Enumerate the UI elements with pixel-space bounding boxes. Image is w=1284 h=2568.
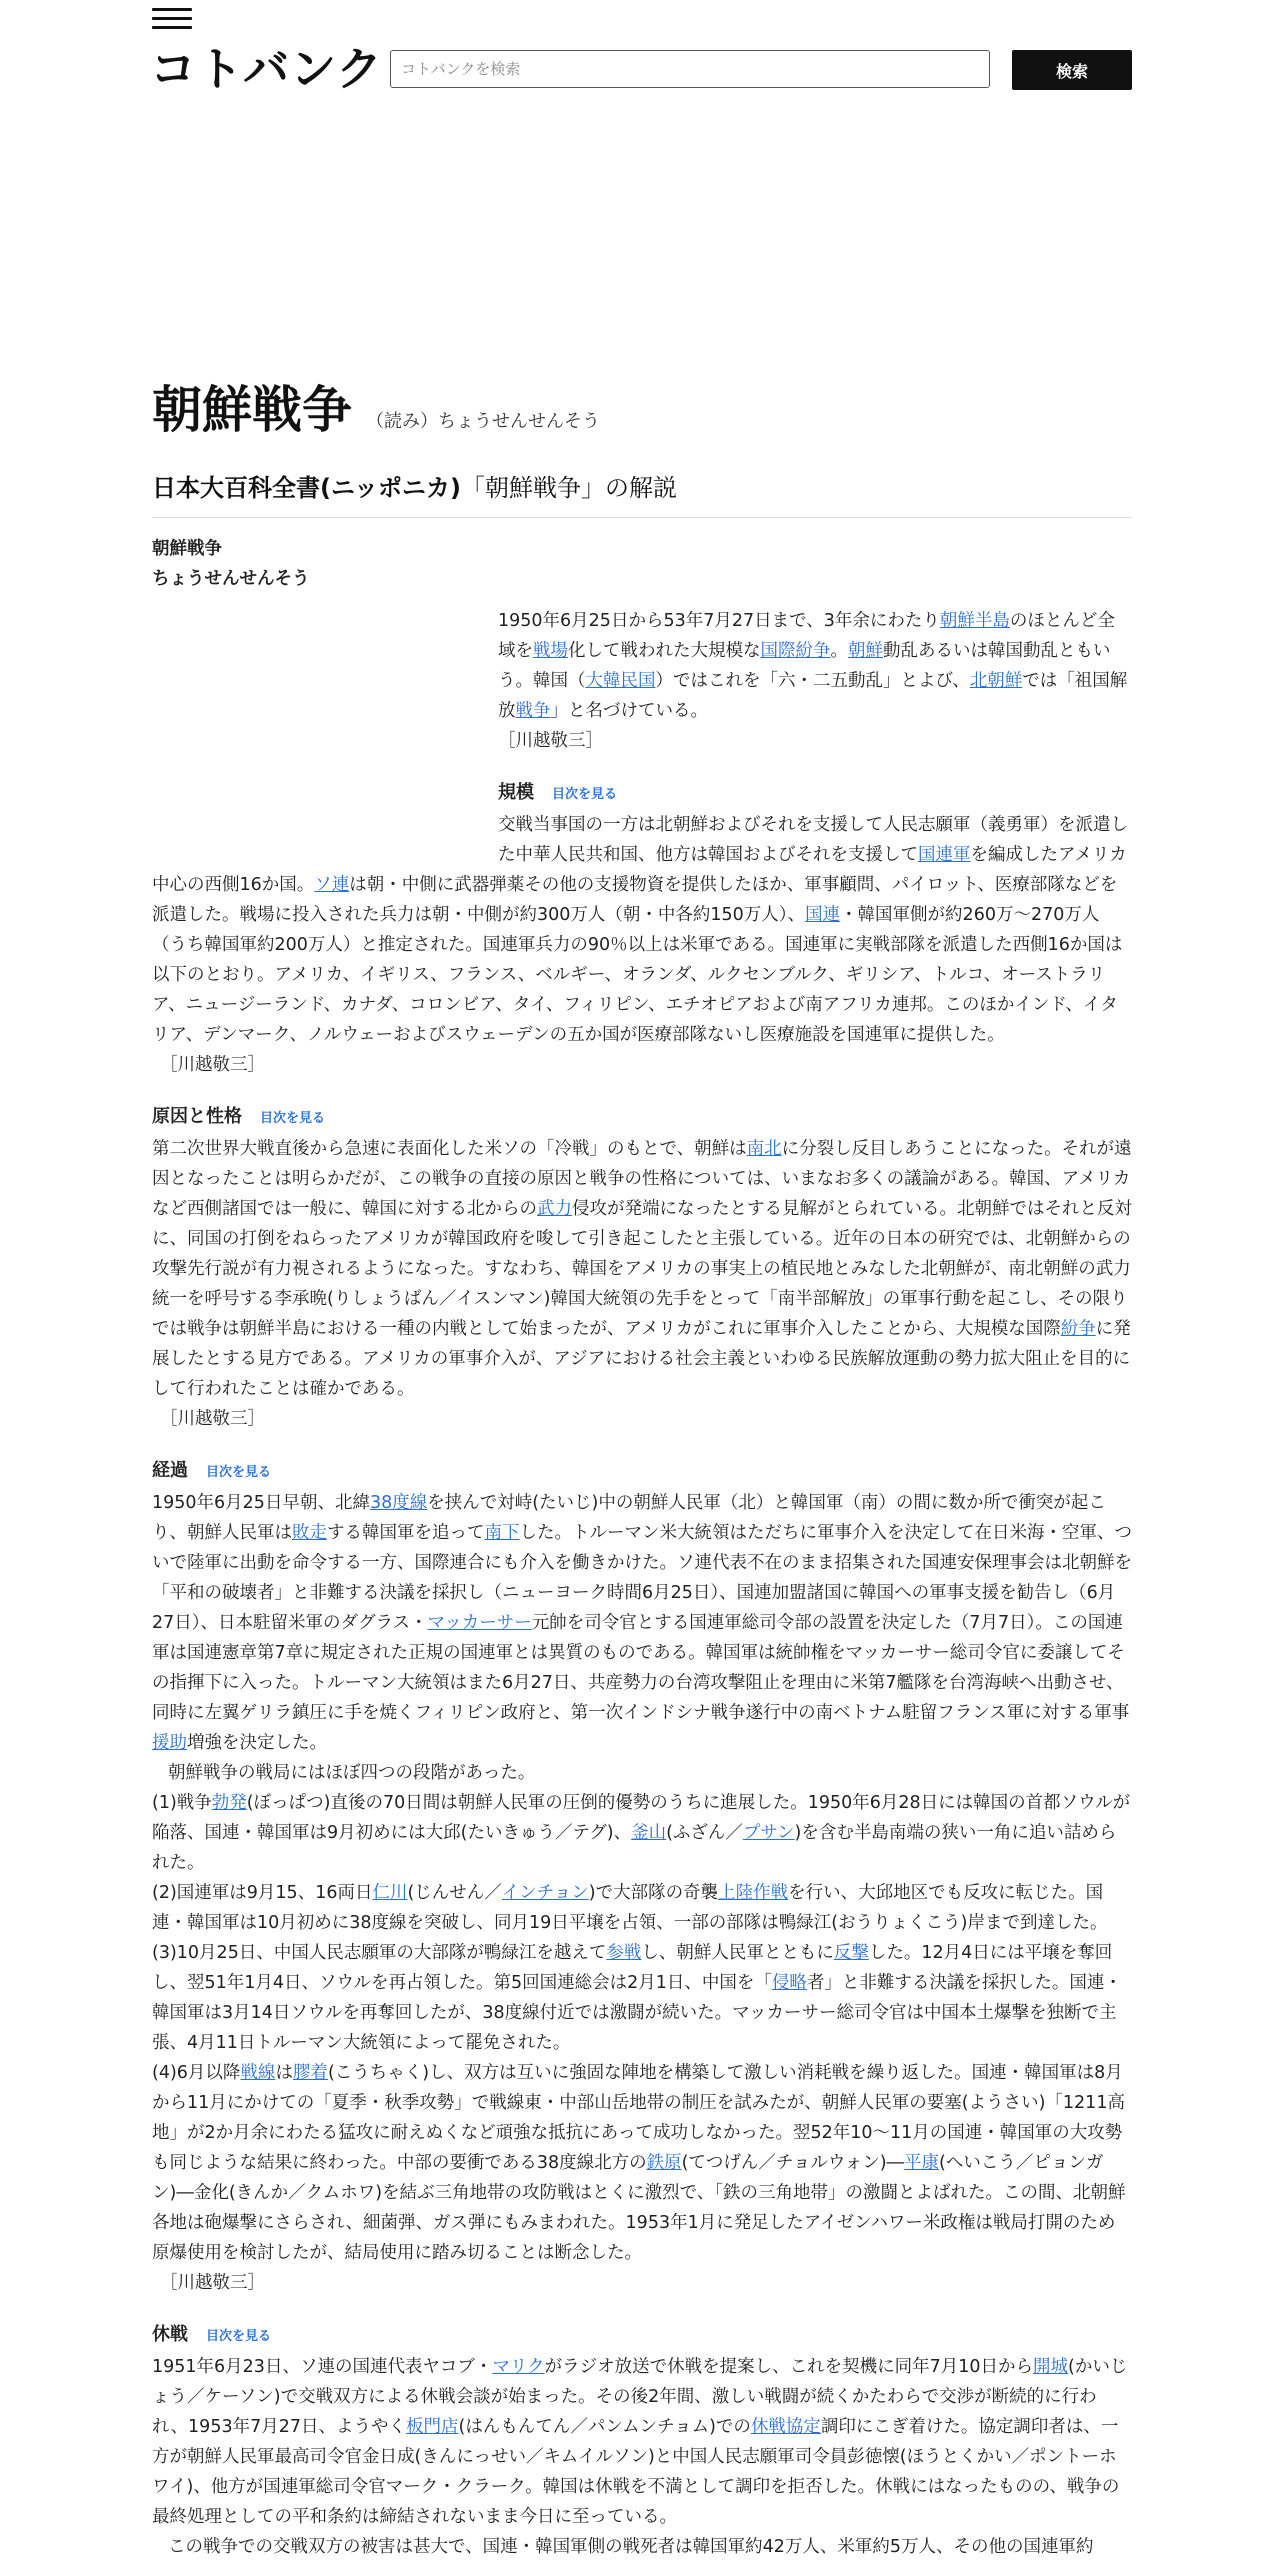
phase-1: (1)戦争勃発(ぼっぱつ)直後の70日間は朝鮮人民軍の圧倒的優勢のうちに進展した。1950年6月28日には韓国の首都ソウルが陥落、国連・韓国軍は9月初めには大邱(たいきゅう／テグ)、釜山(ふざん／プサン)を含む半島南端の狭い一角に追い詰められた。 [152,1793,1131,1873]
keyword-link[interactable]: 上陸作戦 [718,1883,789,1903]
phase-2: (2)国連軍は9月15、16両日仁川(じんせん／インチョン)で大部隊の奇襲上陸作戦を行い、大邱地区でも反攻に転じた。国連・韓国軍は10月初めに38度線を突破し、同月19日平壌を占領、一部の部隊は鴨緑江(おうりょくこう)岸まで到達した。 [152,1883,1108,1933]
source-name: 日本大百科全書(ニッポニカ) [152,474,461,502]
kyusen-next-paragraph: この戦争での交戦双方の被害は甚大で、国連・韓国軍側の戦死者は韓国軍約42万人、米軍約5万人、その他の国連軍約 [168,2537,1094,2557]
phase-3: (3)10月25日、中国人民志願軍の大部隊が鴨緑江を越えて参戦し、朝鮮人民軍とともに反撃した。12月4日には平壌を奪回し、翌51年1月4日、ソウルを再占領した。第5回国連総会は2月1日、中国を「侵略者」と非難する決議を採択した。国連・韓国軍は3月14日ソウルを再奪回したが、38度線付近では激闘が続いた。マッカーサー総司令官は中国本土爆撃を独断で主張、4月11日トルーマン大統領によって罷免された。 [152,1943,1122,2053]
keyword-link[interactable]: 南下 [484,1523,520,1543]
keyword-link[interactable]: 紛争 [1060,1319,1096,1339]
keyword-link[interactable]: 援助 [152,1733,187,1753]
keyword-link[interactable]: ソ連 [314,875,350,895]
keika-note: 朝鮮戦争の戦局にはほぼ四つの段階があった。 [168,1763,536,1783]
intro-paragraph: 1950年6月25日から53年7月27日まで、3年余にわたり朝鮮半島のほとんど全域を戦場化して戦われた大規模な国際紛争。朝鮮動乱あるいは韓国動乱ともいう。韓国（大韓民国）ではこれを「六・二五動乱」とよび、北朝鮮では「祖国解放戦争」と名づけている。 [498,611,1128,721]
section-heading-kibo: 規模 [498,782,534,803]
keyword-link[interactable]: 敗走 [292,1523,327,1543]
article-body [152,534,1132,2562]
toc-link[interactable]: 目次を見る [552,787,618,802]
kibo-paragraph: 交戦当事国の一方は北朝鮮およびそれを支援して人民志願軍（義勇軍）を派遣した中華人民共和国、他方は韓国およびそれを支援して国連軍を編成したアメリカ中心の西側16か国。ソ連は朝・中側に武器弾薬その他の支援物資を提供したほか、軍事顧問、パイロット、医療部隊などを派遣した。戦場に投入された兵力は朝・中側が約300万人（朝・中各約150万人）、国連・韓国軍側が約260万～270万人（うち韓国軍約200万人）と推定された。国連軍兵力の90％以上は米軍である。国連軍に実戦部隊を派遣した西側16か国は以下のとおり。アメリカ、イギリス、フランス、ベルギー、オランダ、ルクセンブルク、ギリシア、トルコ、オーストラリア、ニュージーランド、カナダ、コロンビア、タイ、フィリピン、エチオピアおよび南アフリカ連邦。このほかインド、イタリア、デンマーク、ノルウェーおよびスウェーデンの五か国が医療部隊ないし医療施設を国連軍に提供した。 [152,815,1128,1045]
keyword-link[interactable]: 朝鮮半島 [939,611,1010,631]
page-title: 朝鮮戦争 [152,381,352,439]
keyword-link[interactable]: 休戦協定 [750,2417,821,2437]
author-credit: ［川越敬三］ [160,1409,265,1429]
site-logo[interactable]: コトバンク [150,42,384,96]
keyword-link[interactable]: 武力 [537,1199,572,1219]
title-reading: （読み）ちょうせんせんそう [366,411,600,432]
keyword-link[interactable]: マッカーサー [427,1613,532,1633]
source-heading [152,468,1132,518]
ad-float-space [152,594,498,864]
keyword-link[interactable]: 膠着 [292,2063,328,2083]
keyword-link[interactable]: 釜山 [631,1823,667,1843]
author-credit: ［川越敬三］ [498,731,603,751]
keyword-link[interactable]: 戦場 [533,641,568,661]
author-credit: ［川越敬三］ [160,2273,265,2293]
entry-title-row [152,370,1132,442]
keyword-link[interactable]: インチョン [501,1883,589,1903]
keyword-link[interactable]: 大韓民国 [585,671,656,691]
keyword-link[interactable]: 反撃 [833,1943,869,1963]
headword-reading: ちょうせんせんそう [152,569,310,589]
section-heading-genin: 原因と性格 [152,1106,242,1127]
keyword-link[interactable]: 侵略 [771,1973,807,1993]
keyword-link[interactable]: 国連軍 [918,845,971,865]
keyword-link[interactable]: 勃発 [211,1793,247,1813]
section-heading-keika: 経過 [152,1460,188,1481]
keika-paragraph: 1950年6月25日早朝、北緯38度線を挟んで対峙(たいじ)中の朝鮮人民軍（北）と韓国軍（南）の間に数か所で衝突が起こり、朝鮮人民軍は敗走する韓国軍を追って南下した。トルーマン米大統領はただちに軍事介入を決定して在日米海・空軍、ついで陸軍に出動を命令する一方、国際連合にも介入を働きかけた。ソ連代表不在のまま招集された国連安保理事会は北朝鮮を「平和の破壊者」と非難する決議を採択し（ニューヨーク時間6月25日）、国連加盟諸国に韓国への軍事支援を勧告し（6月27日）、日本駐留米軍のダグラス・マッカーサー元帥を司令官とする国連軍総司令部の設置を決定した（7月7日）。この国連軍は国連憲章第7章に規定された正規の国連軍とは異質のものである。韓国軍は統帥権をマッカーサー総司令官に委譲してその指揮下に入った。トルーマン大統領はまた6月27日、共産勢力の台湾攻撃阻止を理由に米第7艦隊を台湾海峡へ出動させ、同時に左翼ゲリラ鎮圧に手を焼くフィリピン政府と、第一次インドシナ戦争遂行中の南ベトナム駐留フランス軍に対する軍事援助増強を決定した。 [152,1493,1132,1753]
source-suffix: 「朝鮮戦争」の解説 [460,474,677,502]
keyword-link[interactable]: 開城 [1033,2357,1068,2377]
keyword-link[interactable]: マリク [492,2357,545,2377]
keyword-link[interactable]: 国際紛争 [760,641,831,661]
keyword-link[interactable]: 戦争 [515,701,551,721]
phase-4: (4)6月以降戦線は膠着(こうちゃく)し、双方は互いに強固な陣地を構築して激しい消耗戦を繰り返した。国連・韓国軍は8月から11月にかけての「夏季・秋季攻勢」で戦線東・中部山岳地帯の制圧を試みたが、朝鮮人民軍の要塞(ようさい)「1211高地」が2か月余にわたる猛攻に耐えぬくなど頑強な抵抗にあって成功しなかった。翌52年10～11月の国連・韓国軍の大攻勢も同じような結果に終わった。中部の要衝である38度線北方の鉄原(てつげん／チョルウォン)―平康(へいこう／ピョンガン)―金化(きんか／クムホワ)を結ぶ三角地帯の攻防戦はとくに激烈で、「鉄の三角地帯」の激闘とよばれた。この間、北朝鮮各地は砲爆撃にさらされ、細菌弾、ガス弾にもみまわれた。1953年1月に発足したアイゼンハワー米政権は戦局打開のため原爆使用を検討したが、結局使用に踏み切ることは断念した。 [152,2063,1126,2263]
genin-paragraph: 第二次世界大戦直後から急速に表面化した米ソの「冷戦」のもとで、朝鮮は南北に分裂し反目しあうことになった。それが遠因となったことは明らかだが、この戦争の直接の原因と戦争の性格については、いまなお多くの議論がある。韓国、アメリカなど西側諸国では一般に、韓国に対する北からの武力侵攻が発端になったとする見解がとられている。北朝鮮ではそれと反対に、同国の打倒をねらったアメリカが韓国政府を唆して引き起こしたと主張している。近年の日本の研究では、北朝鮮からの攻撃先行説が有力視されるようになった。すなわち、韓国をアメリカの事実上の植民地とみなした北朝鮮が、南北朝鮮の武力統一を呼号する李承晩(りしょうばん／イスンマン)韓国大統領の先手をとって「南半部解放」の軍事行動を起こし、その限りでは戦争は朝鮮半島における一種の内戦として始まったが、アメリカがこれに軍事介入したことから、大規模な国際紛争に発展したとする見方である。アメリカの軍事介入が、アジアにおける社会主義といわゆる民族解放運動の勢力拡大阻止を目的にして行われたことは確かである。 [152,1139,1132,1399]
menu-icon[interactable] [152,8,192,34]
keyword-link[interactable]: 鉄原 [646,2153,682,2173]
kyusen-paragraph: 1951年6月23日、ソ連の国連代表ヤコブ・マリクがラジオ放送で休戦を提案し、これを契機に同年7月10日から開城(かいじょう／ケーソン)で交戦双方による休戦会談が始まった。その後2年間、激しい戦闘が続くかたわらで交渉が断続的に行われ、1953年7月27日、ようやく板門店(はんもんてん／パンムンチョム)での休戦協定調印にこぎ着けた。協定調印者は、一方が朝鮮人民軍最高司令官金日成(きんにっせい／キムイルソン)と中国人民志願軍司令員彭徳懐(ほうとくかい／ポントーホワイ)、他方が国連軍総司令官マーク・クラーク。韓国は休戦を不満として調印を拒否した。休戦にはなったものの、戦争の最終処理としての平和条約は締結されないまま今日に至っている。 [152,2357,1128,2527]
keyword-link[interactable]: 参戦 [606,1943,642,1963]
keyword-link[interactable]: 北朝鮮 [969,671,1023,691]
toc-link[interactable]: 目次を見る [260,1111,326,1126]
search-button[interactable]: 検索 [1012,50,1132,90]
headword: 朝鮮戦争 [152,539,222,559]
keyword-link[interactable]: 戦線 [240,2063,276,2083]
section-heading-kyusen: 休戦 [152,2324,188,2345]
toc-link[interactable]: 目次を見る [206,2329,272,2344]
keyword-link[interactable]: プサン [742,1823,795,1843]
author-credit: ［川越敬三］ [160,1055,265,1075]
toc-link[interactable]: 目次を見る [206,1465,272,1480]
keyword-link[interactable]: 国連 [805,905,841,925]
search-input[interactable] [390,50,990,88]
keyword-link[interactable]: 板門店 [406,2417,459,2437]
keyword-link[interactable]: 南北 [746,1139,782,1159]
keyword-link[interactable]: 朝鮮 [848,641,883,661]
keyword-link[interactable]: 平康 [904,2153,940,2173]
keyword-link[interactable]: 仁川 [372,1883,408,1903]
keyword-link[interactable]: 38度線 [369,1493,428,1513]
